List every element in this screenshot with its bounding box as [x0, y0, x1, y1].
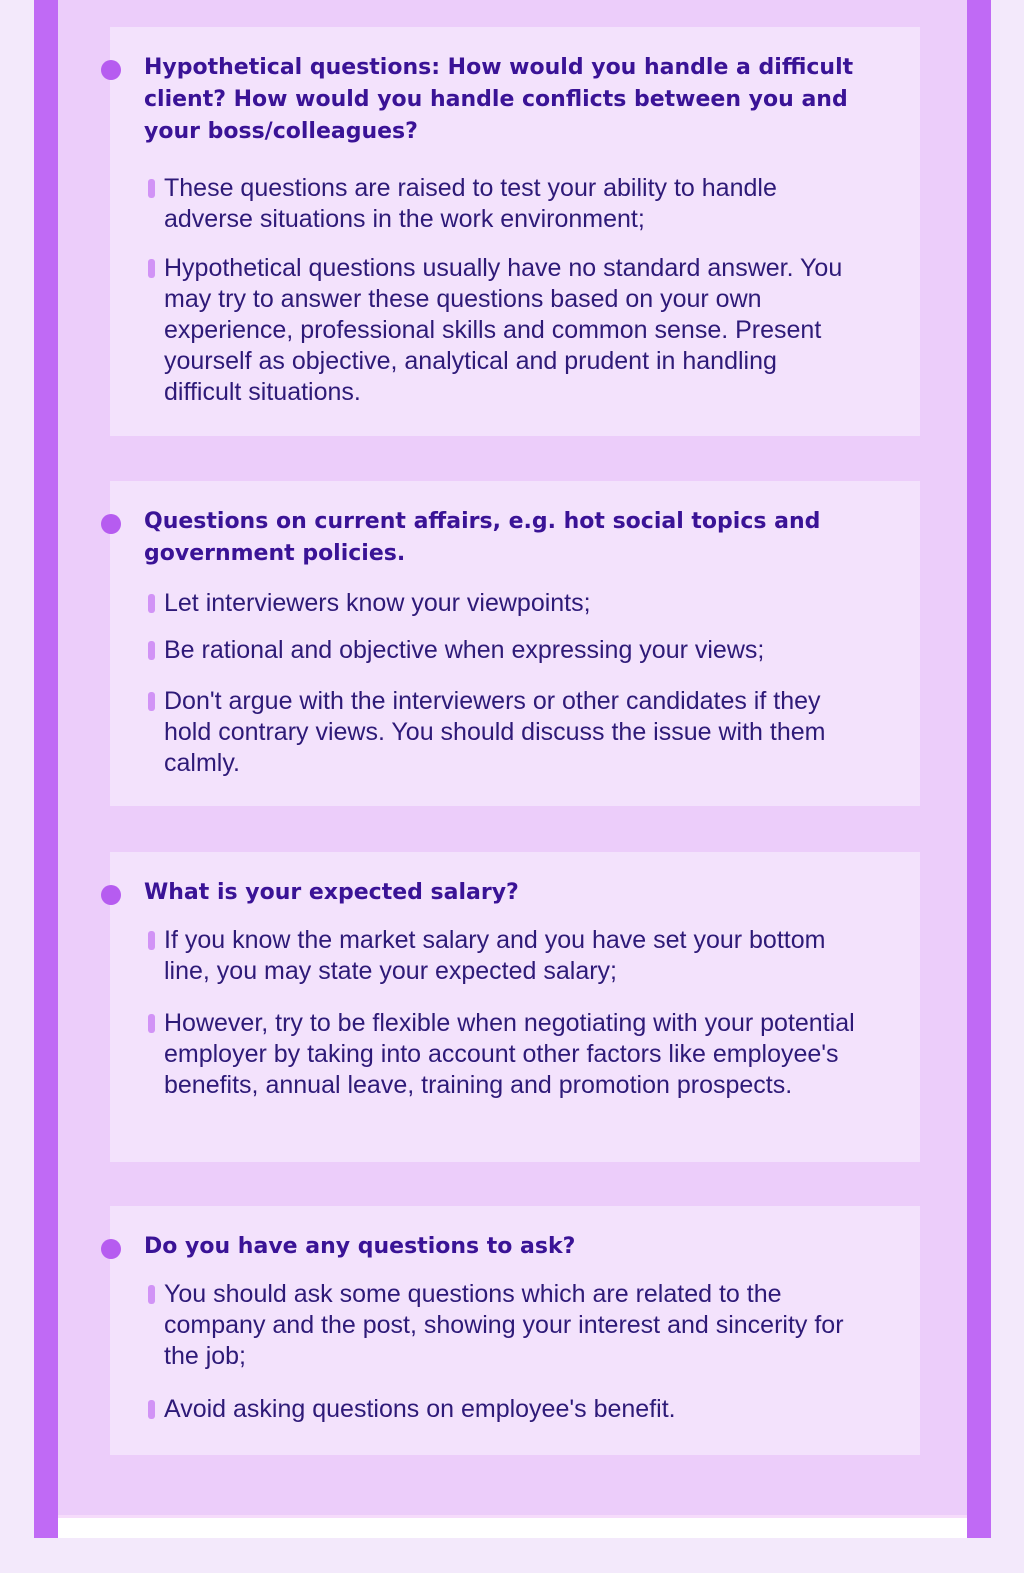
bullet-dot-icon	[101, 60, 121, 80]
bar-bullet-icon	[148, 1285, 155, 1304]
list-item	[164, 1008, 860, 1101]
list-item-text: Let interviewers know your viewpoints;	[164, 589, 591, 617]
list-item-text: Hypothetical questions usually have no standard answer. You may try to answer these questions based on your own experience, professional skills and common sense. Present yourself as objective, analytical and prudent in handling difficult situations.	[164, 254, 843, 406]
bar-bullet-icon	[148, 259, 155, 278]
bar-bullet-icon	[148, 594, 155, 613]
list-item	[164, 1279, 860, 1372]
bar-bullet-icon	[148, 692, 155, 711]
list-item-text: Don't argue with the interviewers or other candidates if they hold contrary views. You should discuss the issue with them calmly.	[164, 687, 826, 777]
bullet-dot-icon	[101, 514, 121, 534]
right-frame-bar	[967, 0, 991, 1538]
bar-bullet-icon	[148, 1014, 155, 1033]
list-item	[164, 173, 860, 235]
bar-bullet-icon	[148, 179, 155, 198]
section-title: Hypothetical questions: How would you handle a difficult client? How would you handle conflicts between you and your boss/colleagues?	[144, 55, 854, 144]
list-item-text: You should ask some questions which are related to the company and the post, showing your interest and sincerity for the job;	[164, 1280, 844, 1370]
left-frame-bar	[34, 0, 58, 1538]
list-item-text: If you know the market salary and you have set your bottom line, you may state your expected salary;	[164, 926, 826, 985]
section-questions-to-ask	[110, 1206, 920, 1455]
section-current-affairs	[110, 481, 920, 806]
list-item	[164, 686, 860, 779]
list-item-text: These questions are raised to test your ability to handle adverse situations in the work environment;	[164, 174, 777, 233]
list-item	[164, 925, 860, 987]
section-hypothetical-questions	[110, 27, 920, 436]
bar-bullet-icon	[148, 641, 155, 660]
list-item-text: Be rational and objective when expressing your views;	[164, 636, 765, 664]
bullet-dot-icon	[101, 885, 121, 905]
section-title: Questions on current affairs, e.g. hot social topics and government policies.	[144, 509, 821, 566]
list-item	[164, 1394, 860, 1425]
section-title: Do you have any questions to ask?	[144, 1234, 576, 1259]
bar-bullet-icon	[148, 1400, 155, 1419]
list-item	[164, 588, 860, 619]
list-item	[164, 635, 860, 666]
list-item-text: However, try to be flexible when negotiating with your potential employer by taking into account other factors like employee's benefits, annual leave, training and promotion prospects.	[164, 1009, 855, 1099]
bullet-dot-icon	[101, 1239, 121, 1259]
panel-footer-strip	[58, 1515, 967, 1538]
section-expected-salary	[110, 852, 920, 1162]
list-item-text: Avoid asking questions on employee's benefit.	[164, 1395, 676, 1423]
section-title: What is your expected salary?	[144, 880, 519, 905]
list-item	[164, 253, 860, 408]
bar-bullet-icon	[148, 931, 155, 950]
